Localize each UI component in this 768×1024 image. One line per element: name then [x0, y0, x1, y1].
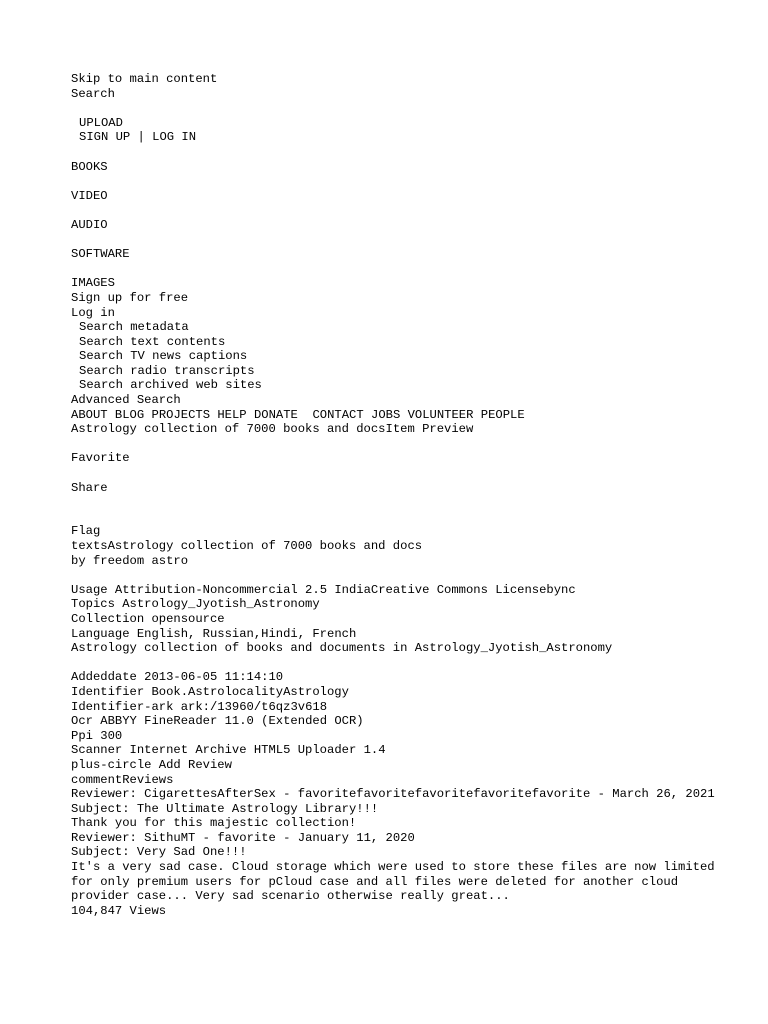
reviewer-link[interactable]: SithuMT [144, 830, 196, 845]
review-subject: Very Sad One!!! [136, 845, 247, 860]
nav-video[interactable]: VIDEO [71, 188, 108, 203]
log-in-link[interactable]: Log in [71, 305, 115, 320]
identifier-label: Identifier [71, 684, 145, 699]
review-body: Thank you for this majestic collection! [71, 816, 357, 831]
signup-login-link[interactable]: SIGN UP | LOG IN [79, 130, 197, 145]
review-item: Reviewer: CigarettesAfterSex - favoritefavoritefavoritefavoritefavorite - March 26, 2021 Subject: The Ultimate Astrology Library!!! Thank you for this majestic collection! [71, 787, 715, 831]
ocr-value: ABBYY FineReader 11.0 (Extended OCR) [100, 714, 364, 729]
by-label: by [71, 553, 86, 568]
search-web-sites-option[interactable]: Search archived web sites [79, 378, 262, 393]
views-label: Views [129, 903, 167, 918]
search-tv-captions-option[interactable]: Search TV news captions [79, 349, 248, 364]
nav-software[interactable]: SOFTWARE [71, 247, 130, 262]
page-content [71, 72, 731, 918]
collection-link[interactable]: opensource [151, 611, 225, 626]
page-title: Astrology collection of 7000 books and docs [107, 539, 423, 553]
search-metadata-option[interactable]: Search metadata [79, 320, 189, 335]
review-item: Reviewer: SithuMT - favorite - January 11, 2020 Subject: Very Sad One!!! It's a very sad case. Cloud storage which were used to store these files are now limited for only premium users for pCloud case and all files were deleted for another cloud provider case... Very sad scenario otherwise really great... [71, 830, 722, 904]
search-link[interactable]: Search [71, 86, 115, 101]
nav-blog[interactable]: BLOG [114, 407, 145, 422]
addeddate-label: Addeddate [71, 670, 137, 685]
footer-nav [71, 408, 731, 423]
scanner-value: Internet Archive HTML5 Uploader 1.4 [129, 743, 386, 758]
usage-value: Attribution-Noncommercial 2.5 India [114, 582, 371, 597]
share-button[interactable]: Share [71, 480, 108, 495]
author-link[interactable]: freedom astro [92, 553, 189, 568]
topics-label: Topics [71, 597, 115, 612]
review-subject: The Ultimate Astrology Library!!! [136, 801, 379, 816]
review-rating: favorite [217, 830, 276, 845]
subject-label: Subject: [71, 845, 130, 860]
review-body: It's a very sad case. Cloud storage which were used to store these files are now limited for only premium users for pCloud case and all files were deleted for another cloud provider case... Very sad scenario otherwise really great... [71, 860, 722, 904]
sign-up-link[interactable]: Sign up for free [71, 290, 189, 305]
identifier-ark-value: ark:/13960/t6qz3v618 [180, 699, 328, 714]
flag-button[interactable]: Flag [71, 524, 101, 539]
reviews-heading: Reviews [122, 772, 174, 787]
topics-link[interactable]: Astrology_Jyotish_Astronomy [122, 597, 320, 612]
add-review-button[interactable] [71, 758, 232, 772]
upload-link[interactable]: UPLOAD [79, 115, 123, 130]
item-preview-label: Item Preview [385, 422, 474, 437]
ppi-value: 300 [100, 728, 123, 743]
nav-people[interactable]: PEOPLE [480, 407, 525, 422]
review-rating: favoritefavoritefavoritefavoritefavorite [297, 787, 591, 802]
search-radio-transcripts-option[interactable]: Search radio transcripts [79, 363, 255, 378]
ppi-label: Ppi [71, 728, 93, 743]
search-text-contents-option[interactable]: Search text contents [79, 334, 226, 349]
reviewer-label: Reviewer: [71, 830, 137, 845]
favorite-button[interactable]: Favorite [71, 451, 130, 466]
license-code: bync [546, 582, 576, 597]
identifier-ark-label: Identifier-ark [71, 699, 174, 714]
media-type-label: texts [71, 539, 108, 553]
plus-circle-icon: plus-circle [71, 757, 152, 772]
collection-label: Collection [71, 611, 145, 626]
nav-jobs[interactable]: JOBS [371, 407, 401, 422]
scanner-label: Scanner [71, 743, 123, 758]
nav-contact[interactable]: CONTACT [312, 407, 364, 422]
nav-donate[interactable]: DONATE [253, 407, 298, 422]
nav-images[interactable]: IMAGES [71, 276, 115, 291]
review-date: January 11, 2020 [297, 830, 415, 845]
advanced-search-link[interactable]: Advanced Search [71, 393, 181, 408]
review-date: March 26, 2021 [612, 787, 715, 802]
add-review-label: Add Review [158, 757, 232, 772]
nav-about[interactable]: ABOUT [71, 407, 108, 422]
description: Astrology collection of books and documents in Astrology_Jyotish_Astronomy [71, 641, 613, 656]
addeddate-value: 2013-06-05 11:14:10 [144, 670, 284, 685]
nav-audio[interactable]: AUDIO [71, 217, 108, 232]
skip-to-main-link[interactable]: Skip to main content [71, 72, 218, 86]
reviewer-link[interactable]: CigarettesAfterSex [144, 787, 276, 802]
language-value: English, Russian,Hindi, French [136, 626, 357, 641]
subject-label: Subject: [71, 801, 130, 816]
preview-title: Astrology collection of 7000 books and docs [71, 422, 386, 437]
reviewer-label: Reviewer: [71, 787, 137, 802]
nav-books[interactable]: BOOKS [71, 159, 108, 174]
nav-help[interactable]: HELP [217, 407, 247, 422]
nav-projects[interactable]: PROJECTS [151, 407, 211, 422]
ocr-label: Ocr [71, 714, 93, 729]
nav-volunteer[interactable]: VOLUNTEER [407, 407, 474, 422]
language-label: Language [71, 626, 130, 641]
item-title [71, 539, 731, 554]
identifier-value: Book.AstrolocalityAstrology [151, 684, 349, 699]
license-link[interactable]: Creative Commons License [370, 582, 547, 597]
comment-icon: comment [71, 772, 123, 787]
usage-label: Usage [71, 582, 108, 597]
views-count: 104,847 [71, 903, 123, 918]
